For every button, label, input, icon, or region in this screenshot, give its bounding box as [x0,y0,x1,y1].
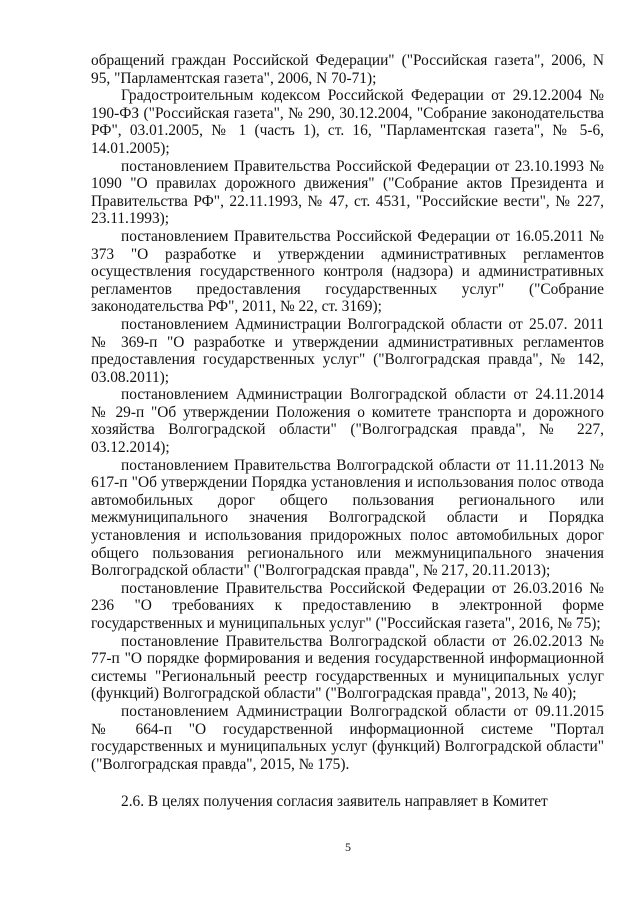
paragraph-section-2-6: 2.6. В целях получения согласия заявитель направляет в Комитет [121,793,548,811]
paragraph-town-planning-code: Градостроительным кодексом Российской Федерации от 29.12.2004 № 190-ФЗ ("Российская газета", № 290, 30.12.2004, "Собрание законодательства РФ", 03.01.2005, № 1 (часть 1), ст. 16, "Парламентская газета", № 5-6, 14.01.2005); [91,87,604,157]
page-number: 5 [345,840,351,854]
paragraph-continuation: обращений граждан Российской Федерации" ("Российская газета", 2006, N 95, "Парламентская газета", 2006, N 70-71); [91,52,604,87]
paragraph-volgograd-617p: постановлением Правительства Волгоградской области от 11.11.2013 № 617-п "Об утверждении Порядка установления и использования полос отвода автомобильных дорог общего пользования регионального или межмуниципального значения Волгоградской области и Порядка установления и использования придорожных полос автомобильных дорог общего пользования регионального или межмуниципального значения Волгоградской области" ("Волгоградская правда", № 217, 20.11.2013); [91,456,604,580]
paragraph-traffic-rules: постановлением Правительства Российской Федерации от 23.10.1993 № 1090 "О правилах дорожного движения" ("Собрание актов Президента и Правительства РФ", 22.11.1993, № 47, ст. 4531, "Российские вести", № 227, 23.11.1993); [91,157,604,228]
paragraph-volgograd-369p: постановлением Администрации Волгоградской области от 25.07. 2011 № 369-п "О разработке и утверждении административных регламентов предоставления государственных услуг" ("Волгоградская правда", № 142, 03.08.2011); [91,315,604,386]
paragraph-admin-regulations: постановлением Правительства Российской Федерации от 16.05.2011 № 373 "О разработке и утверждении административных регламентов осуществления государственного контроля (надзора) и административных регламентов предоставления государственных услуг" ("Собрание законодательства РФ", 2011, № 22, ст. 3169); [91,227,604,316]
paragraph-volgograd-664p: постановлением Администрации Волгоградской области от 09.11.2015 № 664-п "О государственной информационной системе "Портал государственных и муниципальных услуг (функций) Волгоградской области" ("Волгоградская правда", 2015, № 175). [91,702,604,773]
paragraph-volgograd-77p: постановление Правительства Волгоградской области от 26.02.2013 № 77-п "О порядке формирования и ведения государственной информационной системы "Региональный реестр государственных и муниципальных услуг (функций) Волгоградской области" ("Волгоградская правда", 2013, № 40); [91,632,604,703]
paragraph-volgograd-29p: постановлением Администрации Волгоградской области от 24.11.2014 № 29-п "Об утверждении Положения о комитете транспорта и дорожного хозяйства Волгоградской области" ("Волгоградская правда", № 227, 03.12.2014); [91,386,604,457]
paragraph-rf-236: постановление Правительства Российской Федерации от 26.03.2016 № 236 "О требованиях к предоставлению в электронной форме государственных и муниципальных услуг" ("Российская газета", 2016, № 75); [91,579,604,632]
